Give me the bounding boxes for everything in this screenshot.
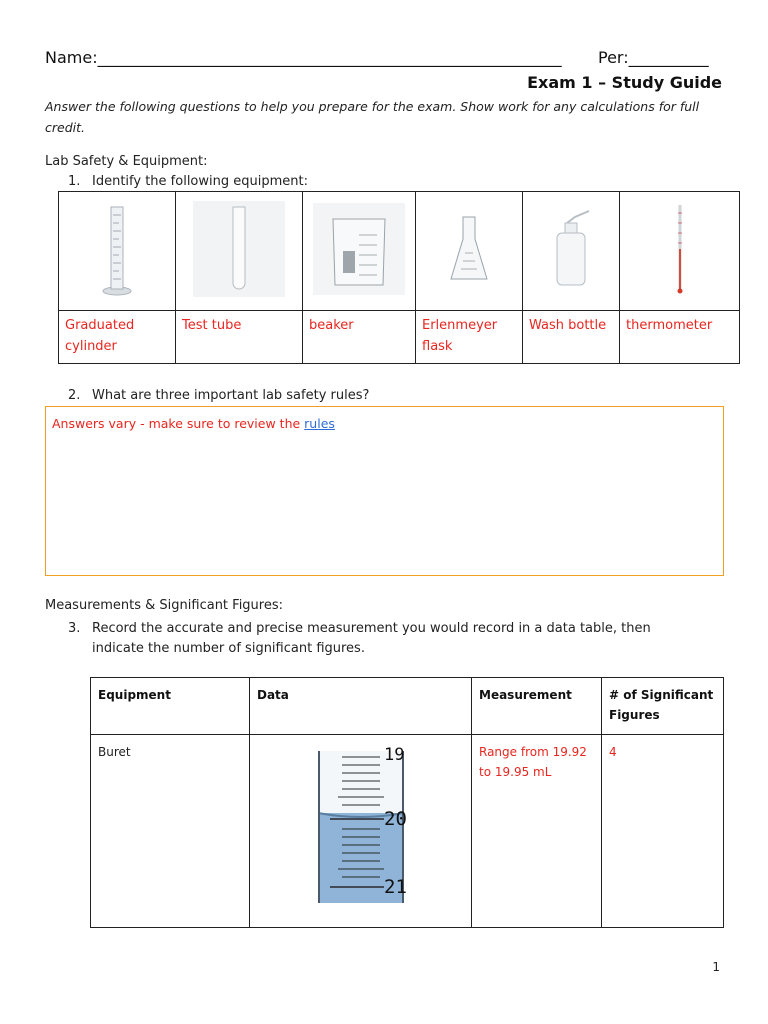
erlenmeyer-flask-icon [447,213,491,289]
equipment-image-cell [303,192,416,311]
section-heading-measurements: Measurements & Significant Figures: [45,598,284,613]
wash-bottle-icon [541,207,601,295]
question-text-line2: indicate the number of significant figures. [92,641,365,656]
question-1 [68,172,308,192]
question-number: 3. [68,621,81,636]
buret-tick-label: 21 [383,876,407,898]
equipment-image-cell [59,192,176,311]
column-header: Equipment [91,678,250,735]
thermometer-icon [670,199,690,303]
answer-text [46,407,723,440]
page-number: 1 [712,960,720,974]
answer-box[interactable] [45,406,724,576]
equipment-image-cell [416,192,523,311]
equipment-label: Test tube [182,318,242,333]
equipment-label: Graduated cylinder [65,318,135,354]
column-header: Measurement [472,678,602,735]
question-2 [68,386,369,406]
section-heading-lab-safety: Lab Safety & Equipment: [45,154,208,169]
measurement-answer: Range from 19.92 to 19.95 mL [472,735,602,928]
instructions: Answer the following questions to help you prepare for the exam. Show work for any calculations for full credit. [45,99,700,135]
name-field-label: Name:__________________________________________________________ [45,48,562,67]
equipment-table [58,191,740,364]
period-field-label: Per:__________ [598,48,709,67]
equipment-image-cell [620,192,740,311]
column-header: # of Significant Figures [602,678,724,735]
equipment-image-cell [523,192,620,311]
equipment-cell: Buret [91,735,250,928]
graduated-cylinder-icon [97,201,137,301]
data-cell [250,735,472,928]
equipment-image-cell [176,192,303,311]
equipment-label: Erlenmeyer flask [422,318,498,354]
buret-tick-label: 19 [383,745,404,765]
measurement-table [90,677,724,928]
question-number: 2. [68,388,81,403]
question-text: Record the accurate and precise measurement you would record in a data table, then [92,621,651,636]
buret-reading-image [318,745,407,906]
page-title: Exam 1 – Study Guide [527,73,722,92]
question-text: Identify the following equipment: [92,174,308,189]
rules-link[interactable]: rules [304,416,335,431]
test-tube-icon [191,199,287,303]
beaker-icon [311,201,407,301]
buret-tick-label: 20 [383,808,407,830]
equipment-label: Wash bottle [529,318,607,333]
question-text: What are three important lab safety rules? [92,388,370,403]
equipment-label: thermometer [626,318,713,333]
sig-figs-answer: 4 [602,735,724,928]
question-3 [68,619,651,659]
column-header: Data [250,678,472,735]
question-number: 1. [68,174,81,189]
equipment-label: beaker [309,318,354,333]
answer-text-body: Answers vary - make sure to review the [52,416,305,431]
